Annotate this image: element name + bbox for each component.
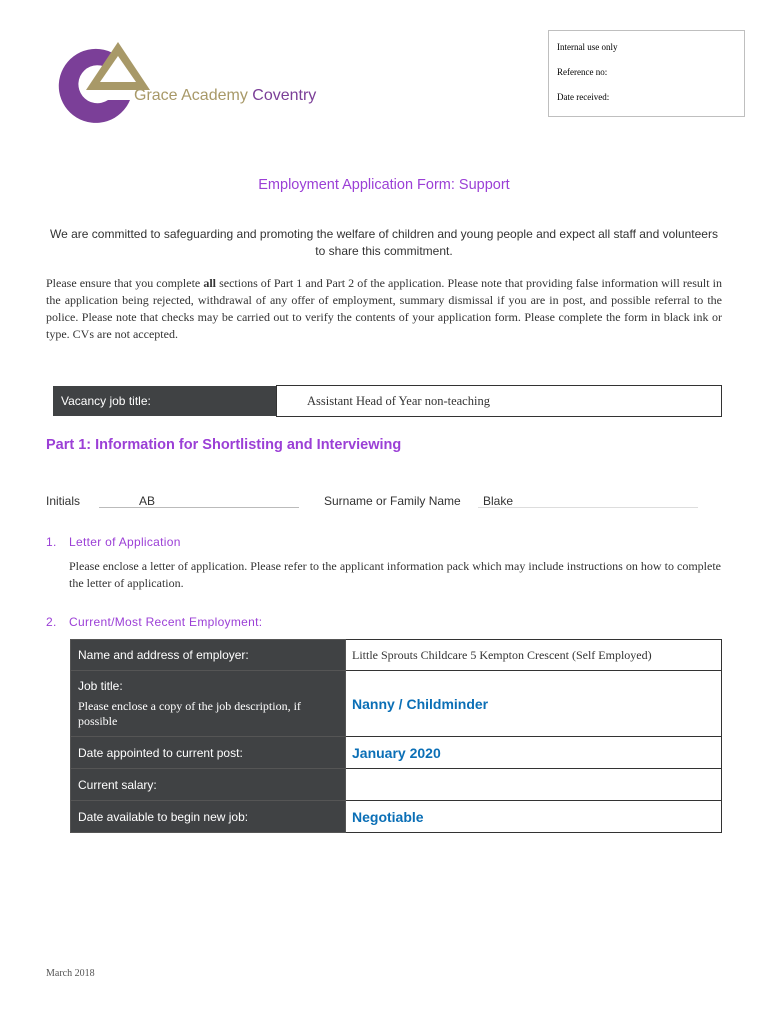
date-appointed-label: Date appointed to current post: [71,737,346,769]
section2-number: 2. [46,615,57,629]
surname-field[interactable]: Blake [483,494,514,508]
employment-table [70,639,722,833]
reference-no-label: Reference no: [557,67,608,77]
page-title: Employment Application Form: Support [258,177,510,193]
internal-use-label: Internal use only [557,42,618,52]
logo-word-grace: Grace Academy [134,87,248,104]
job-title-note: Please enclose a copy of the job description, if possible [78,698,301,728]
section2-heading [46,615,262,629]
logo-text [134,87,316,105]
section1-heading [46,535,181,549]
vacancy-input[interactable]: Assistant Head of Year non-teaching [276,385,722,417]
section1-text: Please enclose a letter of application. Please refer to the applicant information pack which may include instructions on how to complete the letter of application. [69,559,721,590]
job-title-field[interactable]: Nanny / Childminder [346,671,722,737]
employer-field[interactable]: Little Sprouts Childcare 5 Kempton Crescent (Self Employed) [346,640,722,671]
table-row [71,769,722,801]
logo-mark-icon [58,42,328,127]
section2-title: Current/Most Recent Employment: [69,615,263,629]
table-row [71,671,722,737]
section1-title: Letter of Application [69,535,181,549]
vacancy-label: Vacancy job title: [53,386,277,416]
available-label: Date available to begin new job: [71,801,346,833]
employer-label: Name and address of employer: [71,640,346,671]
date-appointed-field[interactable]: January 2020 [346,737,722,769]
salary-label: Current salary: [71,769,346,801]
instructions-bold: all [203,276,216,290]
safeguarding-statement: We are committed to safeguarding and promoting the welfare of children and young people and expect all staff and volunteers to share this commitment. [50,227,718,258]
instructions-text-1: Please ensure that you complete [46,276,204,290]
section1-number: 1. [46,535,57,549]
job-title-label: Job title: [78,678,123,693]
logo-word-coventry: Coventry [252,87,317,104]
footer-date: March 2018 [46,968,95,979]
instructions-text-2: sections of Part 1 and Part 2 of the application. Please note that providing false information will result in the application being rejected, withdrawal of any offer of employment, summary dismissal if you are in post, and possible referral to the police. Please note that checks may be carried out to verify the contents of your application form. Please complete the form in black ink or type. CVs are not accepted. [46,276,722,341]
surname-label: Surname or Family Name [324,494,461,508]
date-received-label: Date received: [557,92,610,102]
internal-use-box [548,30,745,117]
table-row [71,737,722,769]
available-field[interactable]: Negotiable [346,801,722,833]
initials-label: Initials [46,494,81,508]
instructions-paragraph [46,275,722,343]
school-logo [58,42,328,127]
table-row [71,801,722,833]
table-row [71,640,722,671]
initials-field-line[interactable] [99,507,299,508]
job-title-label-cell [71,671,346,737]
part1-heading: Part 1: Information for Shortlisting and Interviewing [46,437,402,453]
salary-field[interactable] [346,769,722,801]
initials-field[interactable]: AB [139,494,156,508]
